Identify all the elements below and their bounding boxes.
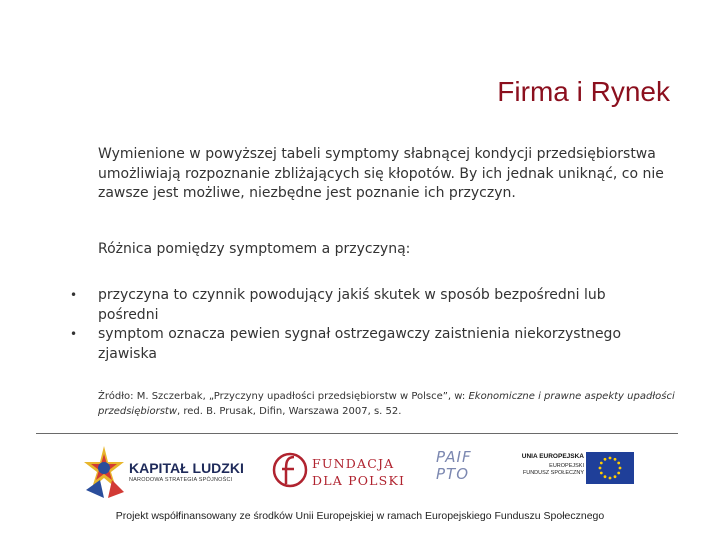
- bullet-marker: •: [70, 327, 78, 341]
- parp-line2: PTO: [436, 465, 470, 483]
- fundacja-line2: DLA POLSKI: [312, 473, 406, 488]
- list-item-text: przyczyna to czynnik powodujący jakiś skutek w sposób bezpośredni lub pośredni: [98, 287, 606, 323]
- kapital-ludzki-star-icon: [82, 440, 126, 502]
- fundacja-logo: [272, 448, 412, 492]
- subheading: Różnica pomiędzy symptomem a przyczyną:: [98, 241, 411, 257]
- source-citation: [98, 389, 678, 419]
- eu-flag-icon: [586, 452, 634, 484]
- ue-line3: FUNDUSZ SPOŁECZNY: [522, 470, 584, 476]
- ue-logo: [500, 448, 636, 492]
- parp-logo: [436, 446, 480, 486]
- fundacja-f-icon: [272, 448, 308, 492]
- ue-line1: UNIA EUROPEJSKA: [521, 453, 584, 460]
- source-prefix: Źródło: M. Szczerbak, „Przyczyny upadłości przedsiębiorstw w Polsce”, w:: [98, 391, 469, 402]
- kapital-ludzki-logo: [82, 440, 252, 502]
- kapital-ludzki-subtitle: NARODOWA STRATEGIA SPÓJNOŚCI: [129, 477, 233, 483]
- parp-line1: PAIF: [436, 448, 472, 466]
- list-item: [70, 325, 670, 364]
- list-item-text: symptom oznacza pewien sygnał ostrzegawczy zaistnienia niekorzystnego zjawiska: [98, 326, 622, 362]
- footer-text: Projekt współfinansowany ze środków Unii Europejskiej w ramach Europejskiego Funduszu Społecznego: [115, 510, 605, 522]
- fundacja-line1: FUNDACJA: [312, 456, 395, 471]
- kapital-ludzki-title: KAPITAŁ LUDZKI: [129, 460, 244, 476]
- intro-paragraph: Wymienione w powyższej tabeli symptomy słabnącej kondycji przedsiębiorstwa umożliwiają rozpoznanie zbliżających się kłopotów. By ich jednak uniknąć, co nie zawsze jest możliwe, niezbędne jest poznanie ich przyczyn.: [98, 146, 664, 201]
- logos-strip: [0, 438, 720, 508]
- slide-title: Firma i Rynek: [497, 76, 670, 107]
- list-item: [70, 286, 670, 325]
- source-title: Ekonomiczne i prawne aspekty upadłości przedsiębiorstw: [98, 391, 675, 417]
- footer-divider: [36, 433, 678, 434]
- ue-text-block: [500, 448, 584, 477]
- ue-line2: EUROPEJSKI: [549, 463, 584, 469]
- source-suffix: , red. B. Prusak, Difin, Warszawa 2007, s. 52.: [177, 406, 402, 417]
- bullet-list: [70, 286, 670, 364]
- bullet-marker: •: [70, 288, 78, 302]
